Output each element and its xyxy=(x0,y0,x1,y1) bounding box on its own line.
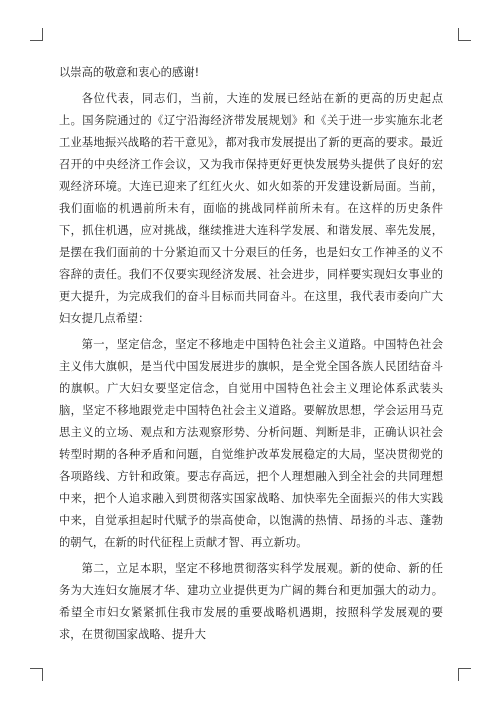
document-body xyxy=(59,62,443,650)
crop-mark-top-right xyxy=(458,28,471,41)
crop-mark-top-left xyxy=(30,28,43,41)
crop-mark-bottom-right xyxy=(458,668,471,681)
paragraph-development-context: 各位代表，同志们，当前，大连的发展已经站在新的更高的历史起点上。国务院通过的《辽宁沿海经济带发展规划》和《关于进一步实施东北老工业基地振兴战略的若干意见》，都对我市发展提出了新的更高的要求。最近召开的中央经济工作会议，又为我市保持更好更快发展势头提供了良好的宏观经济环境。大连已迎来了红红火火、如火如荼的开发建设新局面。当前，我们面临的机遇前所未有，面临的挑战同样前所未有。在这样的历史条件下，抓住机遇，应对挑战，继续推进大连科学发展、和谐发展、率先发展，是摆在我们面前的十分紧迫而又十分艰巨的任务，也是妇女工作神圣的义不容辞的责任。我们不仅要实现经济发展、社会进步，同样要实现妇女事业的更大提升，为完成我们的奋斗目标而共同奋斗。在这里，我代表市委向广大妇女提几点希望： xyxy=(59,92,443,325)
paragraph-first-hope: 第一，坚定信念，坚定不移地走中国特色社会主义道路。中国特色社会主义伟大旗帜，是当代中国发展进步的旗帜，是全党全国各族人民团结奋斗的旗帜。广大妇女要坚定信念，自觉用中国特色社会主义理论体系武装头脑，坚定不移地跟党走中国特色社会主义道路。要解放思想，学会运用马克思主义的立场、观点和方法观察形势、分析问题、判断是非，正确认识社会转型时期的各种矛盾和问题，自觉维护改革发展稳定的大局，坚决贯彻党的各项路线、方针和政策。要志存高远，把个人理想融入到全社会的共同理想中来，把个人追求融入到贯彻落实国家战略、加快率先全面振兴的伟大实践中来，自觉承担起时代赋予的崇高使命，以饱满的热情、昂扬的斗志、蓬勃的朝气，在新的时代征程上贡献才智、再立新功。 xyxy=(59,338,443,549)
paragraph-second-hope: 第二，立足本职，坚定不移地贯彻落实科学发展观。新的使命、新的任务为大连妇女施展才华、建功立业提供更为广阔的舞台和更加强大的动力。希望全市妇女紧紧抓住我市发展的重要战略机遇期，按照科学发展观的要求，在贯彻国家战略、提升大 xyxy=(59,562,443,641)
crop-mark-bottom-left xyxy=(30,668,43,681)
paragraph-closing-line: 以崇高的敬意和衷心的感谢! xyxy=(59,66,200,79)
